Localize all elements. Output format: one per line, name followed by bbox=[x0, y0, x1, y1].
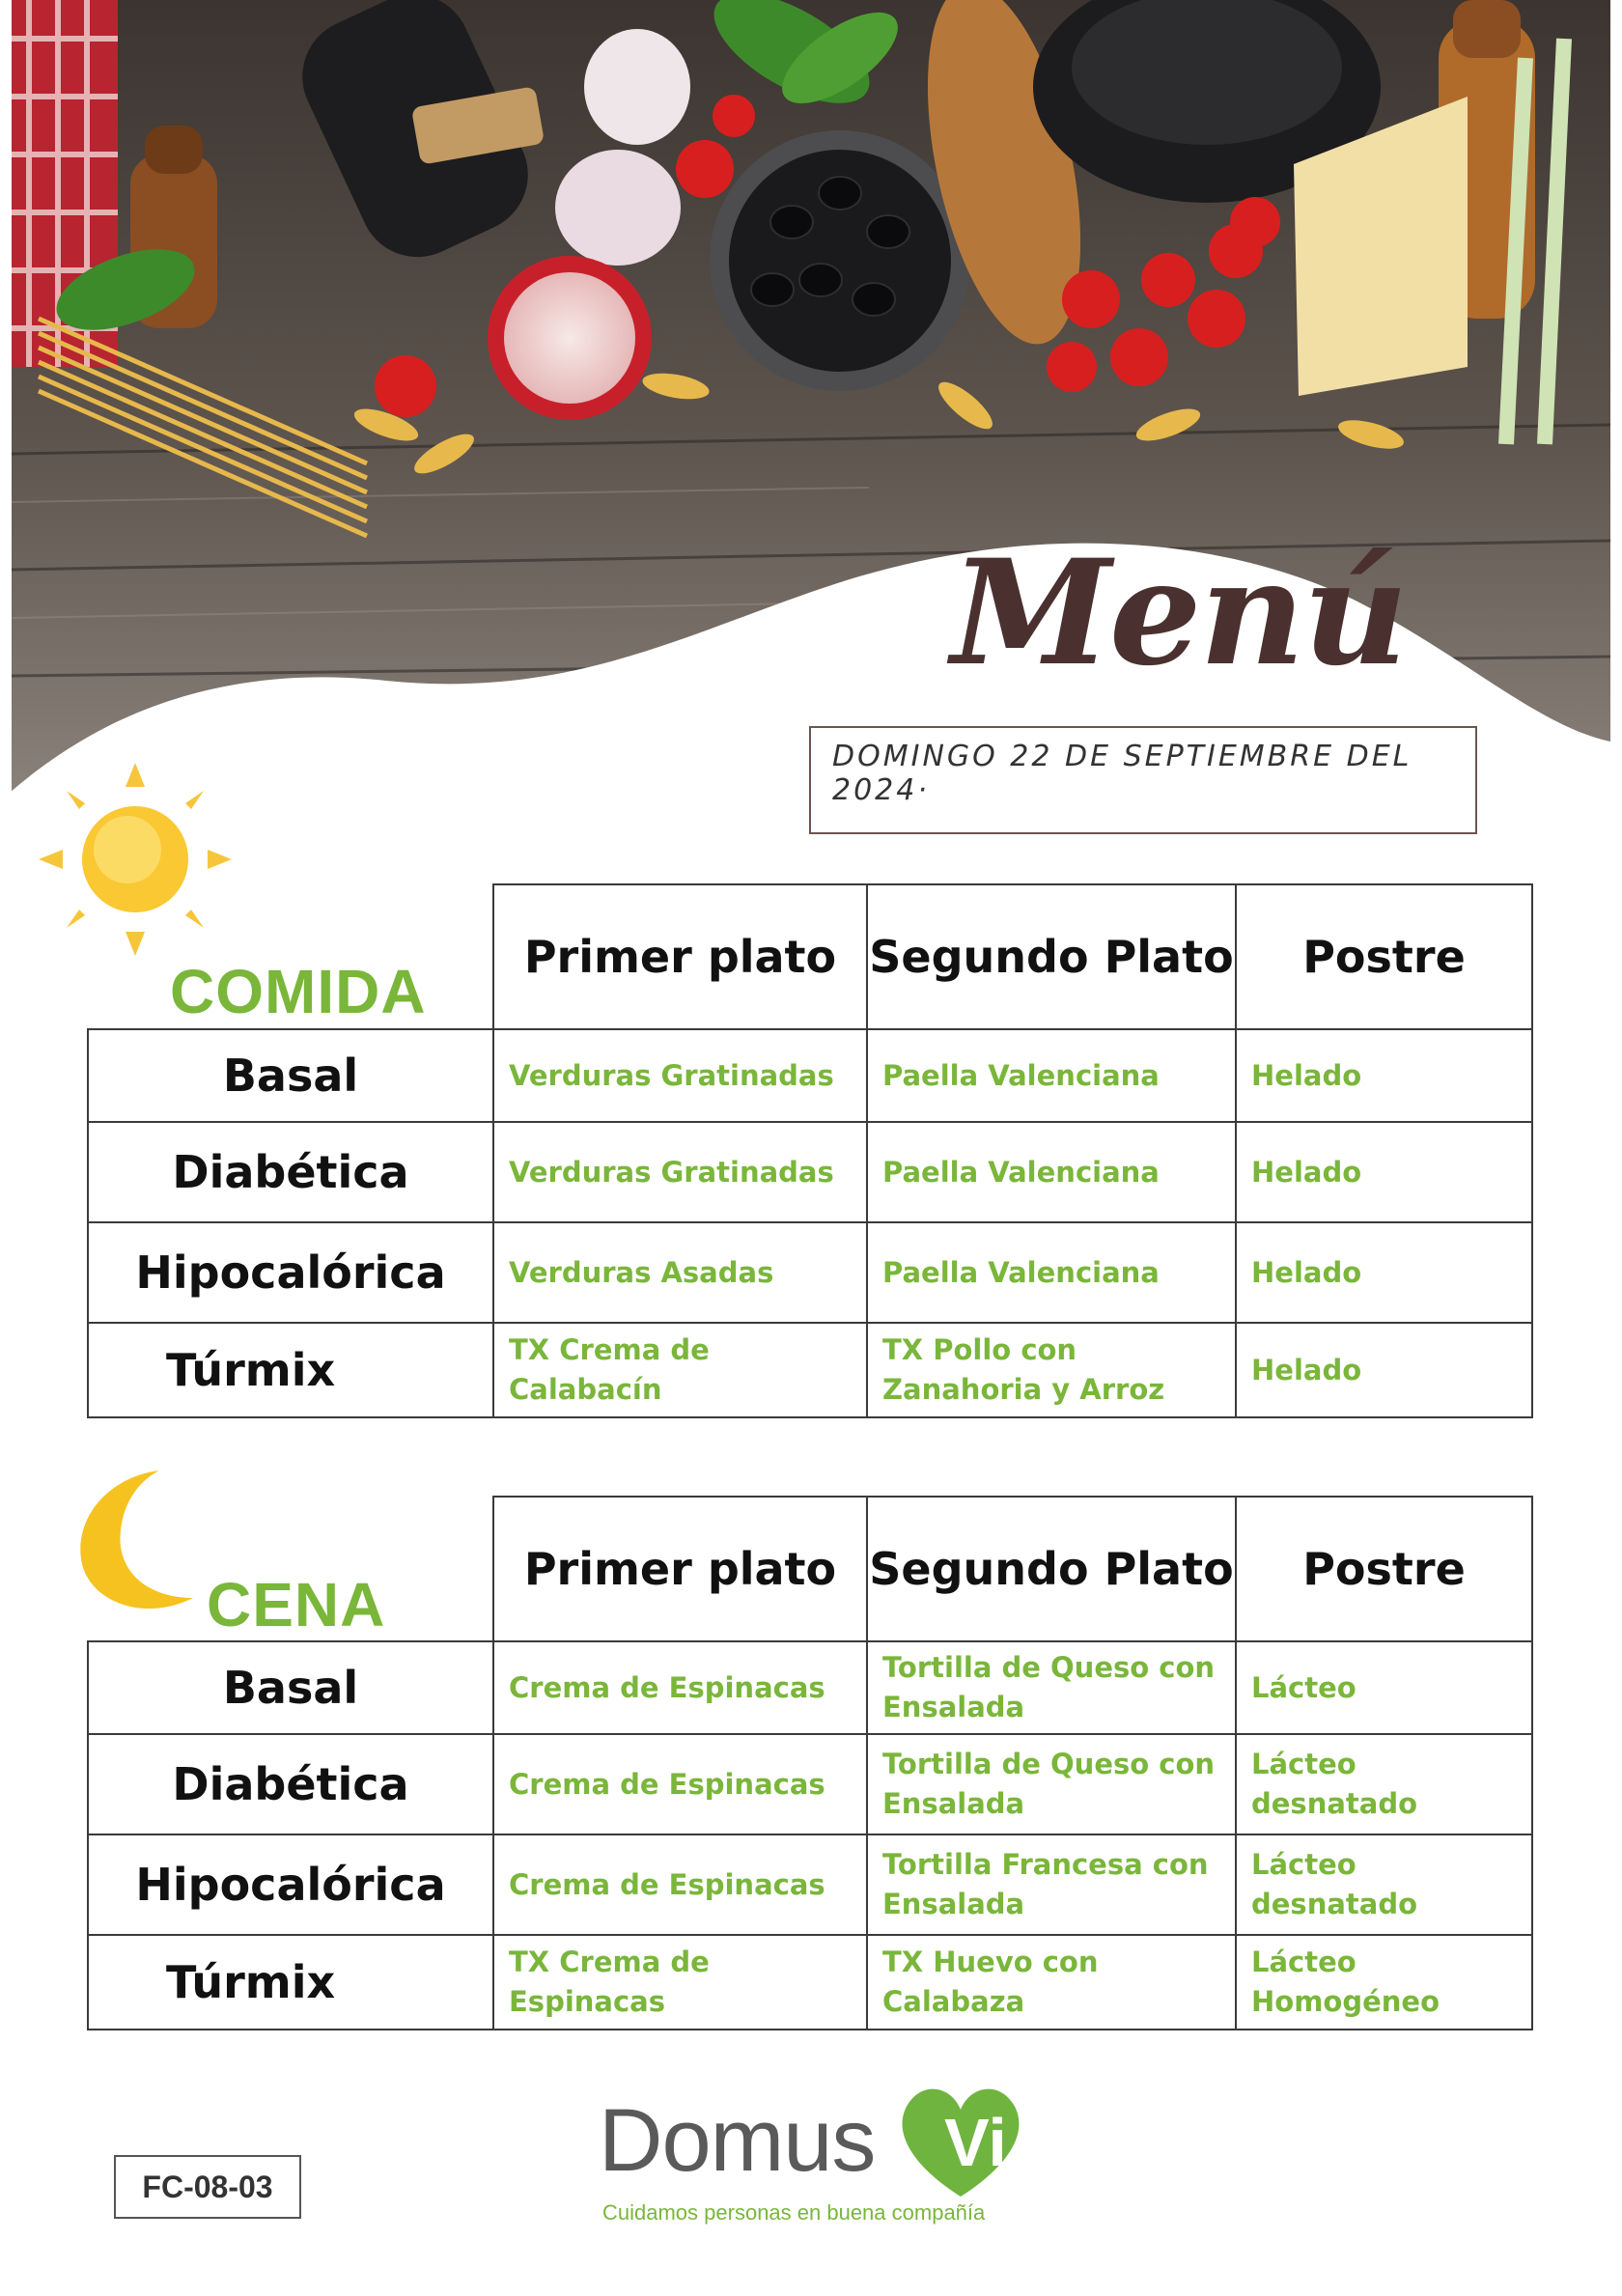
svg-text:Vi: Vi bbox=[944, 2105, 1007, 2180]
primer-plato-cell: TX Crema de Espinacas bbox=[493, 1935, 867, 2030]
table-row bbox=[88, 1641, 1532, 1734]
cena-table bbox=[87, 1496, 1533, 2030]
comida-title: COMIDA bbox=[170, 957, 427, 1026]
primer-plato-cell: TX Crema de Calabacín bbox=[493, 1323, 867, 1417]
diet-label: Basal bbox=[88, 1029, 493, 1122]
col-header-postre: Postre bbox=[1236, 1497, 1532, 1641]
segundo-plato-cell: Tortilla de Queso con Ensalada bbox=[867, 1734, 1236, 1834]
col-header-segundo: Segundo Plato bbox=[867, 884, 1236, 1029]
logo-wordmark: Domus bbox=[599, 2091, 876, 2190]
table-row bbox=[88, 1122, 1532, 1222]
postre-cell: Lácteo Homogéneo bbox=[1236, 1935, 1532, 2030]
primer-plato-cell: Verduras Asadas bbox=[493, 1222, 867, 1323]
postre-cell: Lácteo bbox=[1236, 1641, 1532, 1734]
diet-label: Diabética bbox=[88, 1122, 493, 1222]
logo-tagline: Cuidamos personas en buena compañía bbox=[602, 2200, 986, 2225]
primer-plato-cell: Crema de Espinacas bbox=[493, 1834, 867, 1935]
segundo-plato-cell: TX Pollo con Zanahoria y Arroz bbox=[867, 1323, 1236, 1417]
postre-cell: Helado bbox=[1236, 1323, 1532, 1417]
diet-label: Hipocalórica bbox=[88, 1222, 493, 1323]
postre-cell: Helado bbox=[1236, 1122, 1532, 1222]
menu-date: DOMINGO 22 DE SEPTIEMBRE DEL 2024· bbox=[832, 740, 1412, 807]
comida-table bbox=[87, 883, 1533, 1418]
diet-label: Túrmix bbox=[88, 1323, 493, 1417]
diet-label: Diabética bbox=[88, 1734, 493, 1834]
segundo-plato-cell: Paella Valenciana bbox=[867, 1029, 1236, 1122]
table-row bbox=[88, 1935, 1532, 2030]
col-header-primer: Primer plato bbox=[493, 1497, 867, 1641]
postre-cell: Lácteo desnatado bbox=[1236, 1734, 1532, 1834]
primer-plato-cell: Verduras Gratinadas bbox=[493, 1122, 867, 1222]
primer-plato-cell: Crema de Espinacas bbox=[493, 1734, 867, 1834]
diet-label: Túrmix bbox=[88, 1935, 493, 2030]
domusvi-heart-icon bbox=[888, 2071, 1033, 2206]
diet-label: Basal bbox=[88, 1641, 493, 1734]
segundo-plato-cell: Tortilla de Queso con Ensalada bbox=[867, 1641, 1236, 1734]
postre-cell: Helado bbox=[1236, 1029, 1532, 1122]
table-row bbox=[88, 1222, 1532, 1323]
cena-title: CENA bbox=[207, 1570, 386, 1639]
segundo-plato-cell: Paella Valenciana bbox=[867, 1122, 1236, 1222]
table-row bbox=[88, 1834, 1532, 1935]
segundo-plato-cell: Paella Valenciana bbox=[867, 1222, 1236, 1323]
menu-title: Menú bbox=[951, 528, 1407, 698]
col-header-primer: Primer plato bbox=[493, 884, 867, 1029]
table-row bbox=[88, 1734, 1532, 1834]
document-code: FC-08-03 bbox=[114, 2155, 301, 2219]
segundo-plato-cell: TX Huevo con Calabaza bbox=[867, 1935, 1236, 2030]
table-row bbox=[88, 1323, 1532, 1417]
table-row bbox=[88, 1029, 1532, 1122]
postre-cell: Lácteo desnatado bbox=[1236, 1834, 1532, 1935]
segundo-plato-cell: Tortilla Francesa con Ensalada bbox=[867, 1834, 1236, 1935]
domusvi-logo bbox=[599, 2071, 1023, 2235]
diet-label: Hipocalórica bbox=[88, 1834, 493, 1935]
postre-cell: Helado bbox=[1236, 1222, 1532, 1323]
hero-banner bbox=[0, 0, 1622, 869]
primer-plato-cell: Crema de Espinacas bbox=[493, 1641, 867, 1734]
col-header-segundo: Segundo Plato bbox=[867, 1497, 1236, 1641]
primer-plato-cell: Verduras Gratinadas bbox=[493, 1029, 867, 1122]
col-header-postre: Postre bbox=[1236, 884, 1532, 1029]
date-box bbox=[809, 726, 1477, 834]
